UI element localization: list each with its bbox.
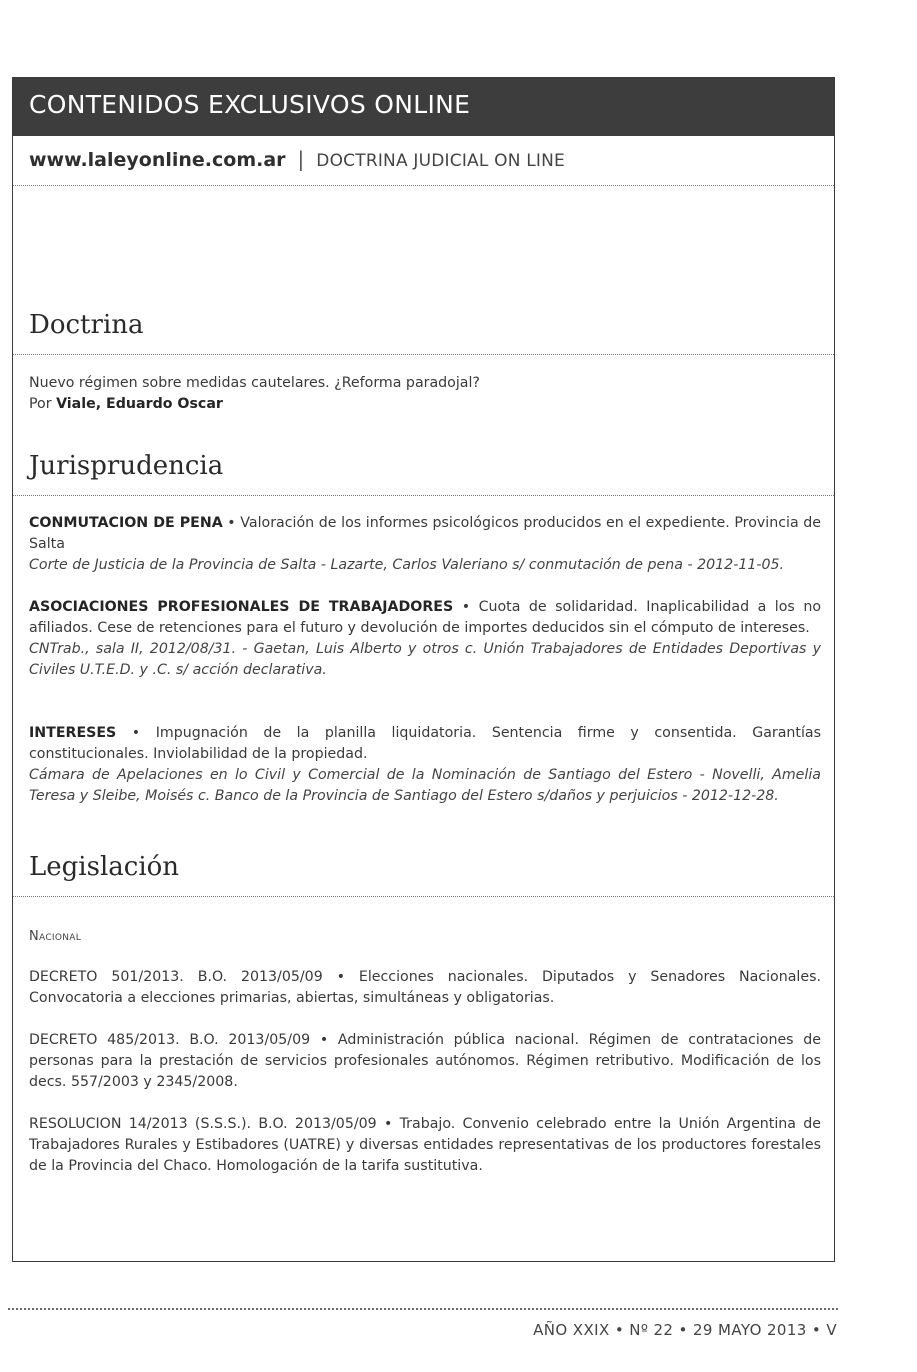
entry-citation: Cámara de Apelaciones en lo Civil y Comercial de la Nominación de Santiago del Estero - Novelli, Amelia Teresa y Sleibe, Moisés c. Banco de la Provincia de Santiago del Estero s/daños y perjuicios - 2012-12-28. (29, 767, 821, 804)
legislacion-subheading: Nacional (29, 929, 82, 944)
separator: | (297, 147, 305, 171)
doctrina-entry (29, 373, 821, 415)
section-title-legislacion: Legislación (29, 852, 180, 882)
section-title-jurisprudencia: Jurisprudencia (29, 451, 224, 481)
footer-issue-info: AÑO XXIX • Nº 22 • 29 MAYO 2013 • V (533, 1321, 837, 1339)
divider (13, 495, 834, 496)
jurisprudencia-entry[interactable] (29, 723, 821, 807)
content-box (12, 77, 835, 1262)
doctrina-title[interactable]: Nuevo régimen sobre medidas cautelares. ¿Reforma paradojal? (29, 375, 480, 391)
entry-summary: • Impugnación de la planilla liquidatoria. Sentencia firme y consentida. Garantías constitucionales. Inviolabilidad de la propiedad. (29, 725, 821, 762)
site-label: DOCTRINA JUDICIAL ON LINE (316, 151, 565, 171)
doctrina-author: Viale, Eduardo Oscar (56, 396, 223, 412)
entry-topic: ASOCIACIONES PROFESIONALES DE TRABAJADORES (29, 599, 454, 615)
entry-summary: • Cuota de solidaridad. Inaplicabilidad a los no afiliados. Cese de retenciones para el futuro y devolución de importes deducidos sin el cómputo de intereses. (29, 599, 821, 636)
divider (13, 185, 834, 186)
site-url-link[interactable]: www.laleyonline.com.ar (29, 149, 286, 171)
entry-topic: CONMUTACION DE PENA (29, 515, 223, 531)
doctrina-by: Por (29, 396, 57, 412)
section-title-doctrina: Doctrina (29, 310, 144, 340)
jurisprudencia-entry[interactable] (29, 513, 821, 576)
entry-citation: Corte de Justicia de la Provincia de Salta - Lazarte, Carlos Valeriano s/ conmutación de pena - 2012-11-05. (29, 557, 785, 573)
entry-topic: INTERESES (29, 725, 117, 741)
legislacion-entry[interactable]: DECRETO 501/2013. B.O. 2013/05/09 • Elecciones nacionales. Diputados y Senadores Nacionales. Convocatoria a elecciones primarias, abiertas, simultáneas y obligatorias. (29, 969, 821, 1006)
entry-citation: CNTrab., sala II, 2012/08/31. - Gaetan, Luis Alberto y otros c. Unión Trabajadores de Entidades Deportivas y Civiles U.T.E.D. y .C. s/ acción declarativa. (29, 641, 821, 678)
jurisprudencia-entry[interactable] (29, 597, 821, 681)
legislacion-entry[interactable]: RESOLUCION 14/2013 (S.S.S.). B.O. 2013/05/09 • Trabajo. Convenio celebrado entre la Unión Argentina de Trabajadores Rurales y Estibadores (UATRE) y diversas entidades representativas de los productores forestales de la Provincia del Chaco. Homologación de la tarifa sustitutiva. (29, 1116, 821, 1174)
divider (13, 896, 834, 897)
entry-summary: • Valoración de los informes psicológicos producidos en el expediente. Provincia de Salta (29, 515, 821, 552)
site-row (29, 147, 834, 171)
banner-title: CONTENIDOS EXCLUSIVOS ONLINE (29, 90, 471, 119)
divider (13, 354, 834, 355)
header-banner (13, 78, 834, 136)
legislacion-entry[interactable]: DECRETO 485/2013. B.O. 2013/05/09 • Administración pública nacional. Régimen de contrataciones de personas para la prestación de servicios profesionales autónomos. Régimen retributivo. Modificación de los decs. 557/2003 y 2345/2008. (29, 1032, 821, 1090)
footer-divider (8, 1308, 838, 1310)
